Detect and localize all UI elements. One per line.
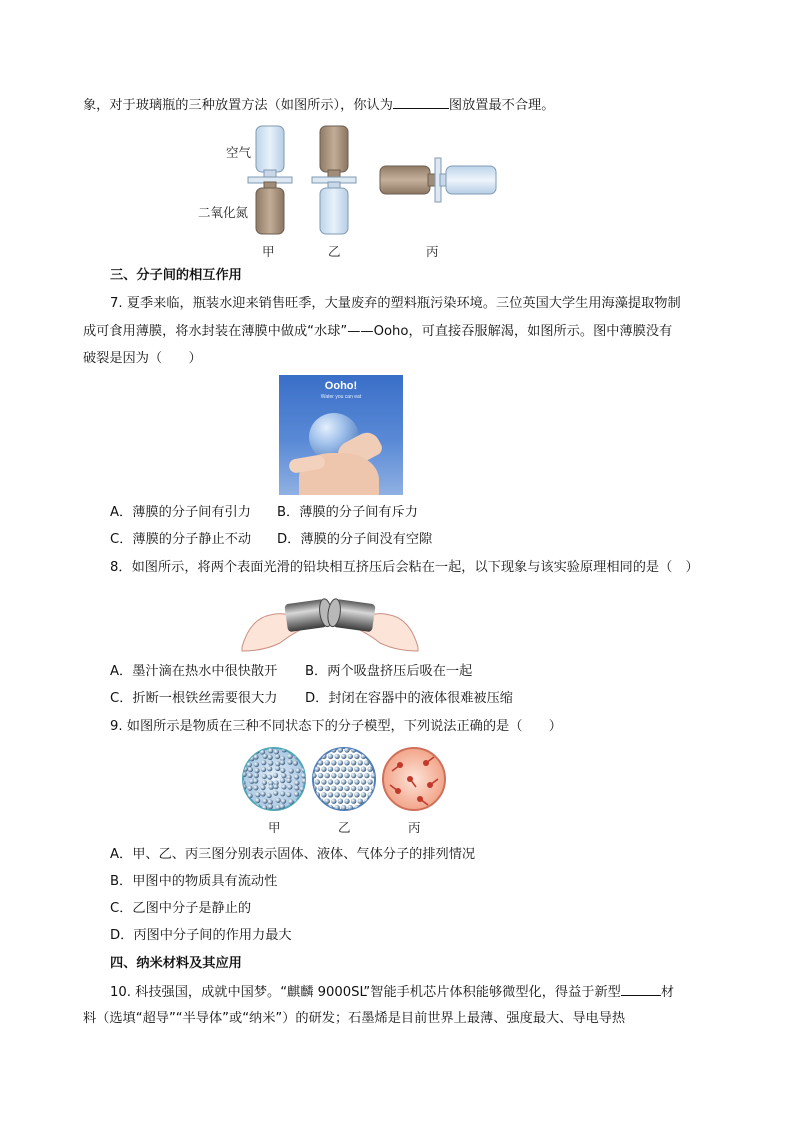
molecule-models-figure [240,745,450,815]
molecule [261,791,266,796]
molecule [294,791,299,796]
molecule [338,799,343,804]
molecule [275,761,280,766]
molecule [302,778,307,783]
molecule [318,799,323,804]
q8-option-a[interactable]: A．墨汁滴在热水中很快散开 [110,664,278,679]
q6-tail-line [83,96,554,115]
molecule [328,767,333,772]
molecule [255,798,260,803]
molecule [321,779,326,784]
molecule [348,779,353,784]
label-no2: 二氧化氮 [198,205,249,220]
molecule [328,779,333,784]
q7-option-a[interactable]: A．薄膜的分子间有引力 [110,505,251,520]
molecule [334,779,339,784]
molecule [267,766,272,771]
molecule [351,773,356,778]
q7-option-b[interactable]: B．薄膜的分子间有斥力 [277,505,418,520]
q7-option-d[interactable]: D．薄膜的分子间没有空隙 [277,532,433,547]
molecule [358,799,363,804]
molecule [321,792,326,797]
molecule [247,786,252,791]
molecule [341,754,346,759]
molecule [293,761,298,766]
model-yi [311,747,376,810]
molecule [344,760,349,765]
molecule [275,766,280,771]
ooho-photo-title: Ooho! [324,380,358,392]
molecule [367,779,372,784]
molecule [247,773,252,778]
molecule [371,799,376,804]
molecule [295,747,300,752]
caption-jia: 甲 [262,244,275,259]
q8-option-d[interactable]: D．封闭在容器中的液体很难被压缩 [305,691,513,706]
molecule [253,785,258,790]
molecule [241,803,246,808]
q9-option-b[interactable]: B．甲图中的物质具有流动性 [110,874,278,889]
molecule [341,792,346,797]
molecule [273,791,278,796]
molecule [338,773,343,778]
molecule [351,760,356,765]
answer-blank[interactable] [393,96,449,109]
model-caption-jia: 甲 [268,820,281,835]
model-jia [240,747,307,811]
molecule [280,778,285,783]
molecule [300,755,305,760]
ooho-photo-subtitle: Water you can eat [320,394,362,400]
molecule [354,767,359,772]
q6-text-post: 图放置最不合理。 [448,98,555,113]
molecule [328,754,333,759]
q7-line-1: 7. 夏季来临，瓶装水迎来销售旺季，大量废弃的塑料瓶污染环境。三位英国大学生用海藻提取物制 [110,296,681,311]
molecule [344,786,349,791]
molecule [325,773,330,778]
molecule [361,767,366,772]
molecule [289,768,294,773]
molecule [267,775,272,780]
molecule [315,767,320,772]
molecule [301,803,306,808]
molecule [334,767,339,772]
q9-option-d[interactable]: D．丙图中分子间的作用力最大 [110,928,292,943]
molecule [358,786,363,791]
molecule [364,747,369,752]
molecule [268,755,273,760]
molecule [325,760,330,765]
molecule [334,792,339,797]
molecule [262,799,267,804]
molecule [325,786,330,791]
molecule [286,792,291,797]
molecule [287,754,292,759]
molecule [367,767,372,772]
q10-text-post: 材 [660,985,675,1000]
molecule [280,768,285,773]
ooho-photo [279,375,403,495]
molecule [268,761,273,766]
label-air: 空气 [226,145,252,160]
caption-bing: 丙 [426,244,439,259]
molecule [255,792,260,797]
molecule [341,805,346,810]
molecule [328,792,333,797]
bottle-set-bing [380,158,496,202]
q10-line-1 [110,983,674,1002]
bottle-set-jia [248,126,292,234]
molecule [249,804,254,809]
molecule [295,768,300,773]
molecule [364,760,369,765]
section-heading-4: 四、纳米材料及其应用 [110,956,242,971]
molecule [254,768,259,773]
molecule [247,799,252,804]
molecule [280,804,285,809]
molecule [351,799,356,804]
molecule [268,804,273,809]
molecule [268,799,273,804]
molecule [247,748,252,753]
molecule [325,799,330,804]
molecule [348,767,353,772]
molecule [318,773,323,778]
q6-text-pre: 象，对于玻璃瓶的三种放置方法（如图所示），你认为 [83,98,393,113]
q10-line-2: 料（选填“超导”“半导体”或“纳米”）的研发；石墨烯是目前世界上最薄、强度最大、导电导热 [83,1011,626,1026]
molecule [338,760,343,765]
molecule [281,784,286,789]
molecule [253,778,258,783]
molecule [354,792,359,797]
molecule [311,747,316,752]
bottle-set-yi [312,126,356,234]
molecule [263,754,268,759]
molecule [361,792,366,797]
q8-option-b[interactable]: B．两个吸盘挤压后吸在一起 [305,664,473,679]
molecule [318,747,323,752]
molecule [281,799,286,804]
molecule [348,754,353,759]
molecule [321,805,326,810]
molecule [253,754,258,759]
molecule [262,774,267,779]
molecule [295,803,300,808]
model-caption-yi: 乙 [338,820,351,835]
molecule [315,779,320,784]
molecule [358,773,363,778]
molecule [274,749,279,754]
molecule [334,754,339,759]
q7-line-2: 成可食用薄膜，将水封装在薄膜中做成“水球”——Ooho，可直接吞服解渴，如图所示。图中薄膜没有 [83,324,673,339]
model-caption-bing: 丙 [408,820,421,835]
molecule [301,748,306,753]
model-bing [383,748,445,810]
molecule [315,754,320,759]
section-heading-3: 三、分子间的相互作用 [110,268,242,283]
molecule [344,773,349,778]
lead-blocks-figure [240,585,420,655]
molecule [261,760,266,765]
molecule [311,799,316,804]
molecule [294,774,299,779]
molecule [261,767,266,772]
caption-yi: 乙 [328,244,341,259]
bottles-figure [240,120,500,240]
molecule [268,748,273,753]
molecule [273,773,278,778]
molecule [241,798,246,803]
molecule [338,786,343,791]
molecule [361,779,366,784]
molecule [276,798,281,803]
molecule [315,805,320,810]
molecule [318,786,323,791]
molecule [286,778,291,783]
molecule [341,779,346,784]
molecule [294,780,299,785]
molecule [354,754,359,759]
molecule [364,786,369,791]
molecule [241,749,246,754]
molecule [341,767,346,772]
molecule [254,773,259,778]
molecule [280,760,285,765]
molecule [331,799,336,804]
molecule [348,792,353,797]
q8-option-c[interactable]: C．折断一根铁丝需要很大力 [110,691,278,706]
molecule [262,780,267,785]
q9-option-a[interactable]: A．甲、乙、丙三图分别表示固体、液体、气体分子的排列情况 [110,847,476,862]
q7-line-3: 破裂是因为（ ） [83,351,202,366]
q8-line-1: 8．如图所示，将两个表面光滑的铅块相互挤压后会粘在一起，以下现象与该实验原理相同的是（ ） [110,560,699,575]
q7-option-c[interactable]: C．薄膜的分子静止不动 [110,532,252,547]
molecule [371,747,376,752]
molecule [331,773,336,778]
answer-blank[interactable] [621,983,661,996]
molecule [240,753,245,758]
molecule [273,784,278,789]
molecule [248,767,253,772]
q9-option-c[interactable]: C．乙图中分子是静止的 [110,901,252,916]
molecule [269,785,274,790]
molecule [364,773,369,778]
molecule [281,773,286,778]
molecule [294,785,299,790]
molecule [287,784,292,789]
molecule [354,779,359,784]
q10-text-pre: 10. 科技强国，成就中国梦。“麒麟 9000SL”智能手机芯片体积能够微型化，得益于新型 [110,985,621,1000]
q9-line-1: 9. 如图所示是物质在三种不同状态下的分子模型，下列说法正确的是（ ） [110,719,562,734]
molecule [267,793,272,798]
molecule [280,791,285,796]
molecule [351,786,356,791]
molecule [301,799,306,804]
molecule [275,754,280,759]
molecule [321,767,326,772]
molecule [331,760,336,765]
molecule [331,786,336,791]
molecule [287,760,292,765]
molecule [344,799,349,804]
molecule [254,762,259,767]
molecule [367,805,372,810]
molecule [358,760,363,765]
molecule [260,785,265,790]
